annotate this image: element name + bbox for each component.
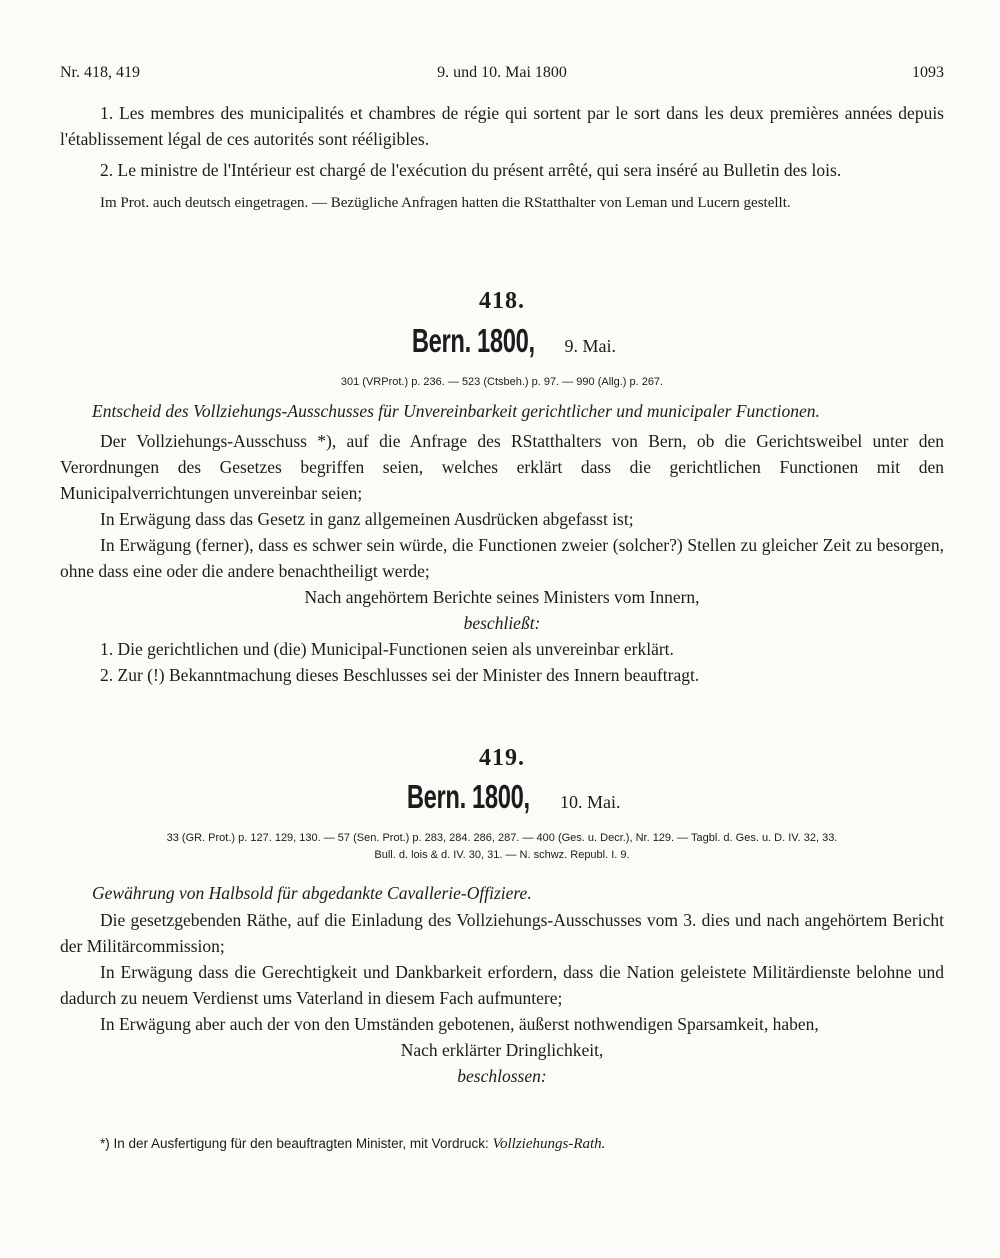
doc-418-article: 1. Die gerichtlichen und (die) Municipal-Functionen seien als unvereinbar erklärt. — [100, 639, 674, 659]
doc-418-decision: beschließt: — [463, 613, 541, 633]
doc-418-references: 301 (VRProt.) p. 236. — 523 (Ctsbeh.) p. 97. — 990 (Allg.) p. 267. — [340, 376, 664, 388]
doc-419-decision: beschlossen: — [457, 1066, 547, 1086]
doc-418-subject: Entscheid des Vollziehungs-Ausschusses für Unvereinbarkeit gerichtlicher und municipaler Functionen. — [92, 401, 820, 421]
footnote — [100, 1134, 944, 1154]
doc-419-references — [60, 830, 944, 864]
doc-419-place: Bern. 1800, — [407, 778, 531, 815]
top-continuation — [60, 100, 944, 215]
doc-418-article: 2. Zur (!) Bekanntmachung dieses Beschlusses sei der Minister des Innern beauftragt. — [100, 665, 700, 685]
doc-418-body — [60, 428, 944, 688]
header-doc-numbers: Nr. 418, 419 — [60, 64, 140, 81]
doc-419-center-line: Nach erklärter Dringlichkeit, — [400, 1040, 604, 1060]
protocol-note: Im Prot. auch deutsch eingetragen. — Bezügliche Anfragen hatten die RStatthalter von Leman und Lucern gestellt. — [100, 195, 791, 211]
doc-418-paragraph: In Erwägung (ferner), dass es schwer sein würde, die Functionen zweier (solcher?) Stellen zu gleicher Zeit zu besorgen, ohne dass eine oder die andere benachtheiligt werde; — [60, 535, 944, 581]
doc-419-date: 10. Mai. — [560, 792, 621, 812]
header-dates: 9. und 10. Mai 1800 — [437, 64, 567, 81]
article-1-fr: 1. Les membres des municipalités et chambres de régie qui sortent par le sort dans les deux premières années depuis l'établissement légal de ces autorités sont rééligibles. — [60, 103, 944, 149]
doc-419-references-line: Bull. d. lois & d. IV. 30, 31. — N. schwz. Republ. I. 9. — [374, 849, 630, 861]
doc-419-paragraph: Die gesetzgebenden Räthe, auf die Einladung des Vollziehungs-Ausschusses vom 3. dies und nach angehörtem Bericht der Militärcommission; — [60, 910, 944, 956]
doc-419-paragraph: In Erwägung aber auch der von den Umständen gebotenen, äußerst nothwendigen Sparsamkeit, haben, — [100, 1014, 819, 1034]
doc-419-number: 419. — [479, 745, 525, 771]
doc-418-paragraph: In Erwägung dass das Gesetz in ganz allgemeinen Ausdrücken abgefasst ist; — [100, 509, 634, 529]
doc-418-paragraph: Der Vollziehungs-Ausschuss *), auf die Anfrage des RStatthalters von Bern, ob die Gerichtsweibel unter den Verordnungen des Gesetzes begriffen seien, welches erklärt dass die gerichtlichen Functionen mit den Municipalverrichtungen unvereinbar seien; — [60, 431, 944, 503]
doc-419-place-date — [60, 778, 944, 816]
doc-418-date: 9. Mai. — [564, 336, 617, 356]
page-number: 1093 — [912, 64, 944, 81]
footnote-italic: Vollziehungs-Rath. — [492, 1136, 606, 1152]
doc-419-paragraph: In Erwägung dass die Gerechtigkeit und Dankbarkeit erfordern, dass die Nation geleistete Militärdienste belohne und dadurch zu neuem Verdienst ums Vaterland in diesem Fach aufmuntere; — [60, 962, 944, 1008]
article-2-fr: 2. Le ministre de l'Intérieur est chargé de l'exécution du présent arrêté, qui sera inséré au Bulletin des lois. — [100, 160, 842, 180]
doc-418-center-line: Nach angehörtem Berichte seines Ministers vom Innern, — [304, 587, 700, 607]
doc-418-place: Bern. 1800, — [411, 322, 535, 359]
document-page — [60, 0, 944, 1258]
doc-418-place-date — [60, 322, 944, 360]
footnote-text: *) In der Ausfertigung für den beauftragten Minister, mit Vordruck: — [100, 1136, 489, 1151]
doc-419-subject: Gewährung von Halbsold für abgedankte Cavallerie-Offiziere. — [92, 883, 532, 903]
doc-419-references-line: 33 (GR. Prot.) p. 127. 129, 130. — 57 (Sen. Prot.) p. 283, 284. 286, 287. — 400 (Ges. u. Decr.), Nr. 129. — Tagbl. d. Ges. u. D. IV. 32, 33. — [166, 832, 838, 844]
doc-418-number: 418. — [479, 288, 525, 314]
page-header — [60, 64, 944, 84]
doc-419-body — [60, 907, 944, 1089]
